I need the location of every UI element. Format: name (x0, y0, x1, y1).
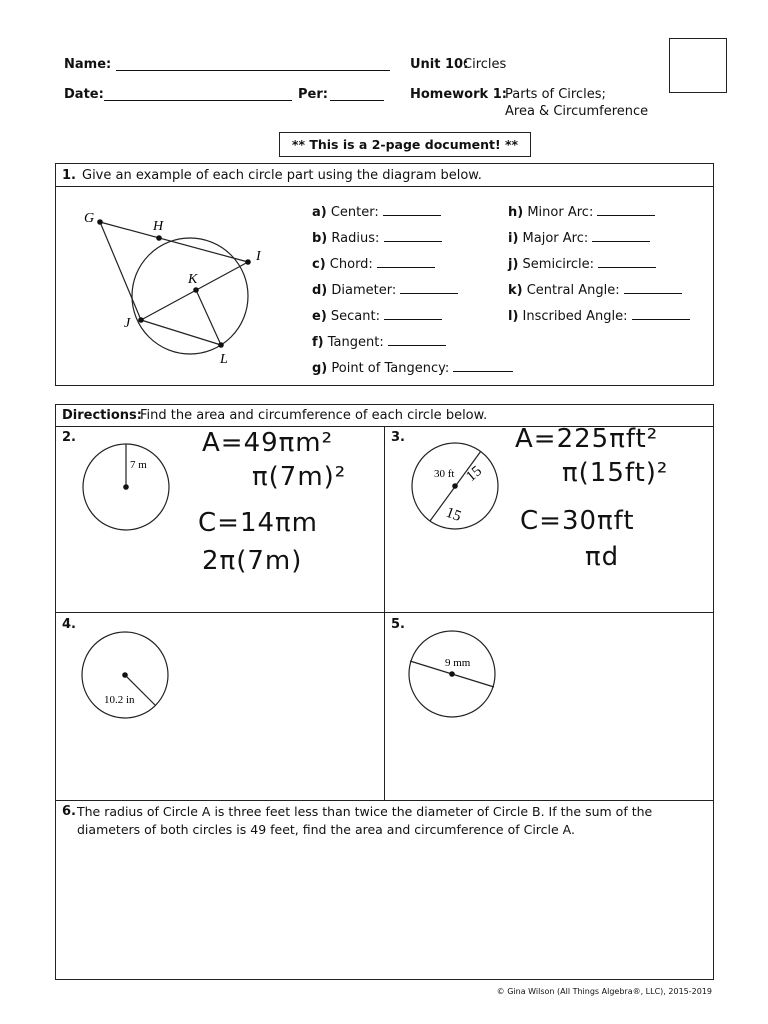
problem-5-measure: 9 mm (445, 657, 471, 669)
answer-blank[interactable] (377, 255, 435, 268)
name-field[interactable] (116, 58, 390, 71)
part-key: a) (312, 205, 327, 220)
part-label: Inscribed Angle: (522, 309, 628, 324)
point-i (245, 259, 251, 265)
center-point (123, 484, 129, 490)
question-6-line1: The radius of Circle A is three feet less than twice the diameter of Circle B. If the sum of the (77, 804, 653, 819)
point-h (156, 235, 162, 241)
part-key: g) (312, 361, 328, 376)
part-c (312, 255, 435, 272)
answer-blank[interactable] (598, 255, 656, 268)
problem-3-handwritten-radius-b: 15 (443, 504, 464, 525)
answer-blank[interactable] (384, 307, 442, 320)
question-1-divider (55, 186, 714, 187)
part-key: d) (312, 283, 328, 298)
part-label: Center: (330, 205, 379, 220)
center-point (449, 671, 455, 677)
part-l (508, 307, 690, 324)
part-label: Secant: (330, 309, 380, 324)
per-field[interactable] (330, 88, 384, 101)
label-j: J (124, 316, 131, 331)
segment-gi (100, 222, 248, 262)
answer-blank[interactable] (388, 333, 446, 346)
segment-gj (100, 222, 141, 320)
question-6-line2: diameters of both circles is 49 feet, find the area and circumference of Circle A. (77, 822, 575, 837)
problem-2-circle (78, 440, 178, 536)
part-label: Major Arc: (522, 231, 589, 246)
point-k (193, 287, 199, 293)
part-label: Radius: (331, 231, 380, 246)
problem-5-circle (405, 628, 505, 724)
part-label: Diameter: (331, 283, 397, 298)
part-key: i) (508, 231, 519, 246)
copyright-footer: © Gina Wilson (All Things Algebra®, LLC), 2015-2019 (496, 987, 712, 996)
center-point (452, 483, 458, 489)
problem-2-handwritten-area-work: π(7m)² (252, 462, 347, 492)
notice-text: ** This is a 2-page document! ** (291, 137, 519, 152)
answer-blank[interactable] (624, 281, 682, 294)
per-label: Per: (298, 87, 328, 102)
part-f (312, 333, 446, 350)
point-g (97, 219, 103, 225)
answer-blank[interactable] (383, 203, 441, 216)
part-key: h) (508, 205, 524, 220)
problem-4-measure: 10.2 in (104, 694, 135, 706)
directions-text: Find the area and circumference of each circle below. (140, 408, 488, 423)
part-label: Central Angle: (526, 283, 620, 298)
question-1-number: 1. (62, 168, 76, 183)
part-label: Point of Tangency: (331, 361, 450, 376)
point-l (218, 342, 224, 348)
label-i: I (256, 249, 261, 264)
part-key: k) (508, 283, 523, 298)
part-key: j) (508, 257, 519, 272)
part-e (312, 307, 442, 324)
unit-label: Unit 10: (410, 57, 469, 72)
answer-blank[interactable] (384, 229, 442, 242)
part-key: l) (508, 309, 519, 324)
problem-3-handwritten-radius-a: 15 (463, 463, 486, 486)
part-key: e) (312, 309, 327, 324)
part-j (508, 255, 656, 272)
problem-2-measure: 7 m (130, 459, 147, 471)
grid-vertical-divider (384, 426, 385, 800)
problem-3-number: 3. (391, 430, 405, 445)
circle-diagram (60, 190, 300, 380)
notice-box (279, 132, 531, 157)
answer-blank[interactable] (597, 203, 655, 216)
problem-3-handwritten-area-work: π(15ft)² (562, 458, 669, 488)
segment-kl (196, 290, 221, 345)
problem-4-number: 4. (62, 617, 76, 632)
problem-2-number: 2. (62, 430, 76, 445)
homework-label: Homework 1: (410, 87, 507, 102)
problem-3-circle (405, 438, 505, 538)
part-k (508, 281, 682, 298)
part-i (508, 229, 650, 246)
part-key: c) (312, 257, 326, 272)
part-h (508, 203, 655, 220)
point-j (138, 317, 144, 323)
grid-middle-divider (55, 612, 714, 613)
label-h: H (153, 219, 164, 234)
unit-value: Circles (463, 57, 507, 72)
problem-2-handwritten-circumference-work: 2π(7m) (202, 546, 303, 576)
part-d (312, 281, 458, 298)
problem-3-handwritten-circumference: C=30πft (520, 506, 635, 536)
label-k: K (188, 272, 198, 287)
part-label: Minor Arc: (527, 205, 594, 220)
part-label: Semicircle: (522, 257, 595, 272)
problem-3-handwritten-circumference-work: πd (585, 542, 620, 572)
answer-blank[interactable] (453, 359, 513, 372)
homework-title-line1: Parts of Circles; (505, 87, 606, 102)
directions-label: Directions: (62, 408, 142, 423)
part-label: Tangent: (327, 335, 384, 350)
label-l: L (220, 352, 228, 367)
answer-blank[interactable] (632, 307, 690, 320)
problem-5-number: 5. (391, 617, 405, 632)
problem-2-handwritten-area: A=49πm² (202, 428, 334, 458)
problem-4-circle (78, 628, 178, 724)
score-box[interactable] (669, 38, 727, 93)
question-6-number: 6. (62, 804, 76, 819)
part-key: f) (312, 335, 324, 350)
date-label: Date: (64, 87, 104, 102)
answer-blank[interactable] (592, 229, 650, 242)
part-b (312, 229, 442, 246)
problem-3-measure: 30 ft (434, 468, 455, 480)
label-g: G (84, 211, 95, 226)
center-point (122, 672, 128, 678)
problem-2-handwritten-circumference: C=14πm (198, 508, 319, 538)
homework-title-line2: Area & Circumference (505, 104, 649, 119)
question-1-prompt: Give an example of each circle part using the diagram below. (82, 168, 482, 183)
answer-blank[interactable] (400, 281, 458, 294)
part-g (312, 359, 513, 376)
part-label: Chord: (329, 257, 373, 272)
problem-3-handwritten-area: A=225πft² (515, 424, 659, 454)
grid-bottom-divider (55, 800, 714, 801)
part-a (312, 203, 441, 220)
part-key: b) (312, 231, 328, 246)
date-field[interactable] (104, 88, 292, 101)
name-label: Name: (64, 57, 112, 72)
diagram-circle (132, 238, 248, 354)
